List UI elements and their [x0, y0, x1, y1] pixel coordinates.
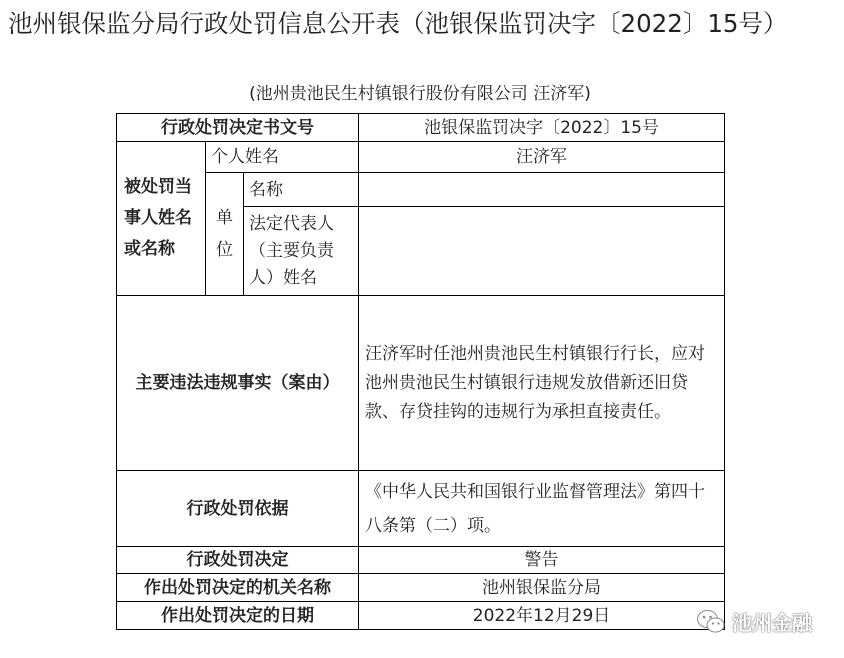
unit-name-label: 名称: [244, 173, 359, 207]
table-row: [117, 602, 725, 630]
decision-no-value: 池银保监罚决字〔2022〕15号: [359, 114, 725, 142]
table-row: [117, 114, 725, 142]
table-row: [117, 574, 725, 602]
table-row: [117, 173, 725, 207]
table-row: [117, 547, 725, 574]
decision-value: 警告: [359, 547, 725, 574]
table-row: [117, 296, 725, 471]
basis-value: 《中华人民共和国银行业监督管理法》第四十八条第（二）项。: [359, 471, 725, 547]
wechat-icon: [696, 609, 726, 635]
subtitle: (池州贵池民生村镇银行股份有限公司 汪济军): [249, 84, 591, 104]
date-label: 作出处罚决定的日期: [117, 602, 359, 630]
decision-label: 行政处罚决定: [117, 547, 359, 574]
authority-label: 作出处罚决定的机关名称: [117, 574, 359, 602]
date-value: 2022年12月29日: [359, 602, 725, 630]
facts-value: 汪济军时任池州贵池民生村镇银行行长，应对池州贵池民生村镇银行违规发放借新还旧贷款、存贷挂钩的违规行为承担直接责任。: [359, 296, 725, 471]
page-title: 池州银保监分局行政处罚信息公开表（池银保监罚决字〔2022〕15号）: [8, 9, 788, 38]
party-label: 被处罚当事人姓名或名称: [117, 142, 206, 296]
decision-no-label: 行政处罚决定书文号: [117, 114, 359, 142]
unit-label: 单位: [206, 173, 244, 296]
table-row: [117, 471, 725, 547]
legal-rep-label: 法定代表人（主要负责人）姓名: [244, 207, 359, 296]
watermark-text: 池州金融: [732, 611, 812, 635]
penalty-info-table: [116, 113, 725, 630]
basis-label: 行政处罚依据: [117, 471, 359, 547]
table-row: [117, 142, 725, 173]
authority-value: 池州银保监分局: [359, 574, 725, 602]
legal-rep-value: [359, 207, 725, 296]
watermark: [696, 607, 812, 636]
person-name-value: 汪济军: [359, 142, 725, 173]
person-name-label: 个人姓名: [206, 142, 359, 173]
unit-name-value: [359, 173, 725, 207]
facts-label: 主要违法违规事实（案由）: [117, 296, 359, 471]
